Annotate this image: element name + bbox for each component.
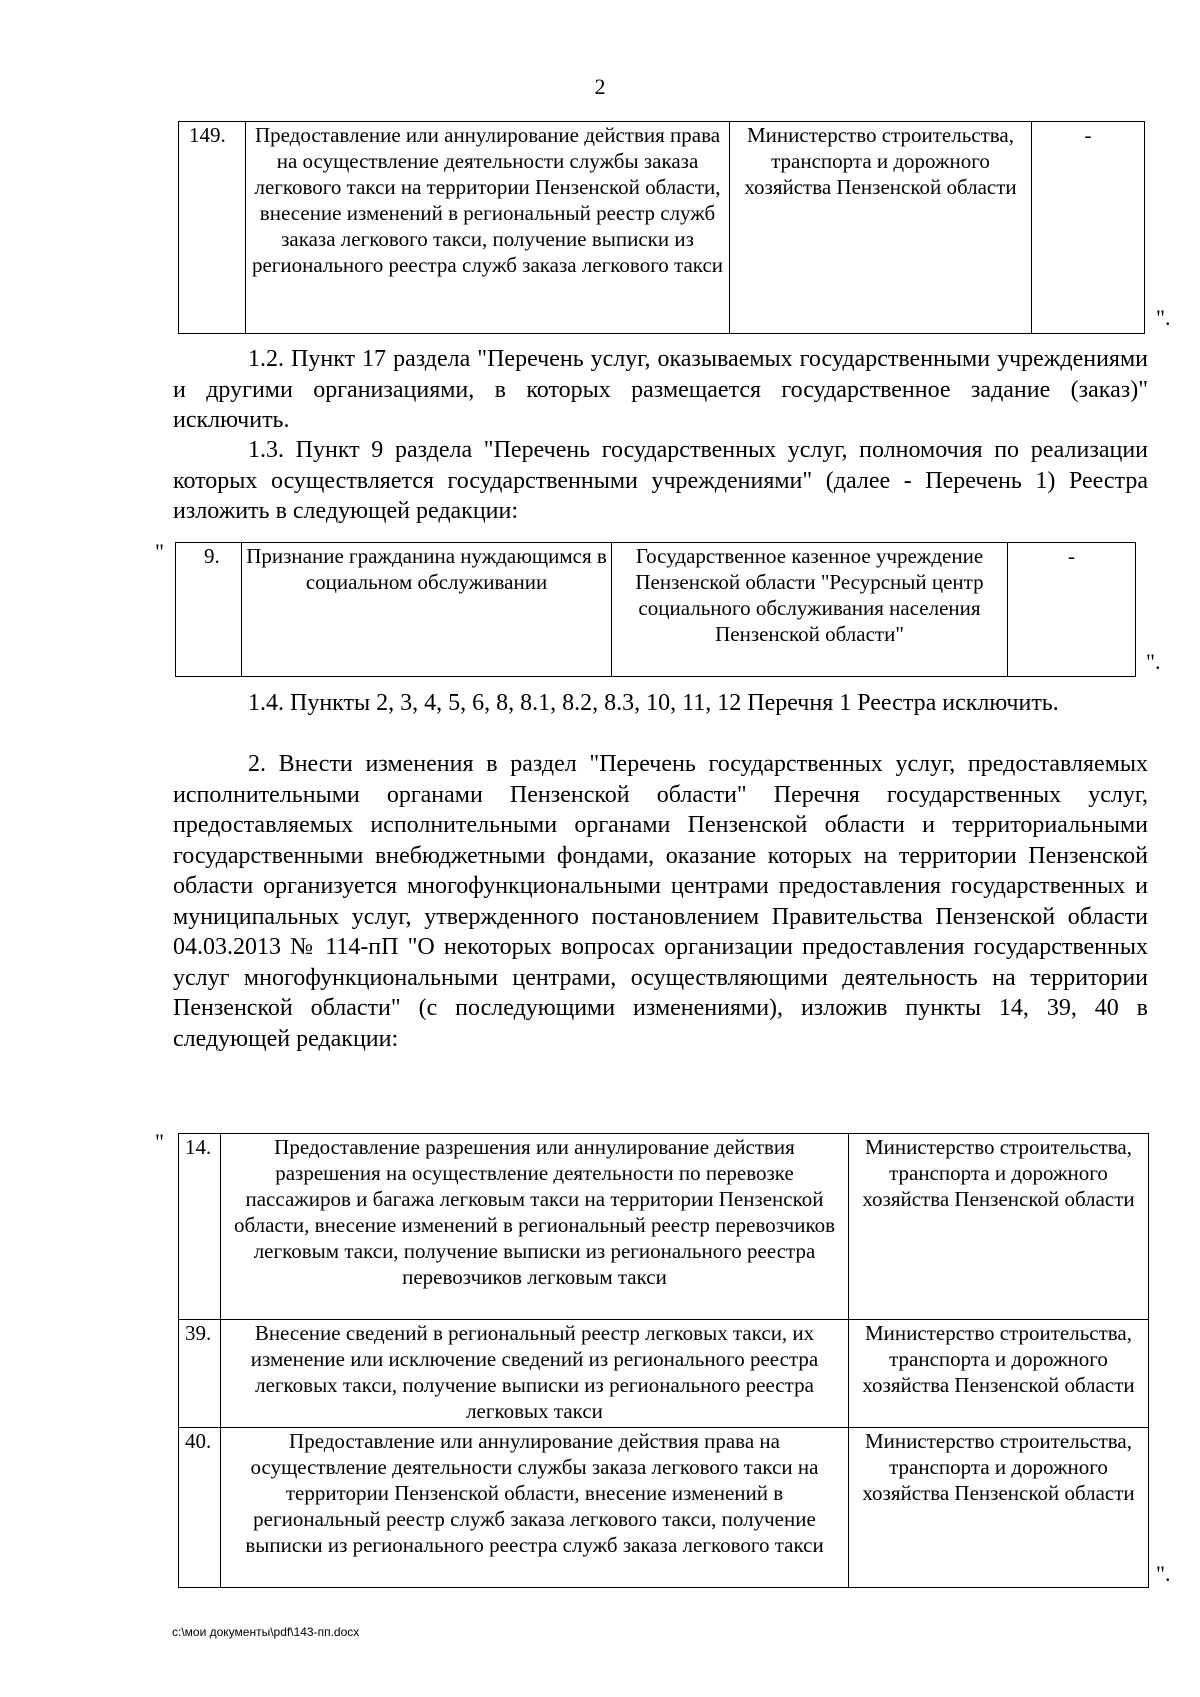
closing-quote: ".	[1146, 649, 1161, 674]
table-row	[179, 1428, 1149, 1588]
table-row	[176, 543, 1136, 677]
service-name-cell: Предоставление разрешения или аннулирование действия разрешения на осуществление деятельности по перевозке пассажиров и багажа легковым такси на территории Пензенской области, внесение изменений в региональный реестр перевозчиков легковым такси, получение выписки из регионального реестра перевозчиков легковым такси	[221, 1134, 849, 1320]
responsible-body-cell: Министерство строительства, транспорта и дорожного хозяйства Пензенской области	[849, 1320, 1149, 1428]
row-number: 14.	[179, 1134, 221, 1320]
extra-cell: -	[1008, 543, 1136, 677]
responsible-body-cell: Министерство строительства, транспорта и дорожного хозяйства Пензенской области	[849, 1134, 1149, 1320]
service-name-cell: Предоставление или аннулирование действия права на осуществление деятельности службы заказа легкового такси на территории Пензенской области, внесение изменений в региональный реестр служб заказа легкового такси, получение выписки из регионального реестра служб заказа легкового такси	[246, 122, 730, 334]
row-number: 149.	[179, 122, 246, 334]
registry-table-3	[178, 1133, 1149, 1588]
closing-quote: ".	[1156, 305, 1171, 330]
service-name-cell: Предоставление или аннулирование действия права на осуществление деятельности службы заказа легкового такси на территории Пензенской области, внесение изменений в региональный реестр служб заказа легкового такси, получение выписки из регионального реестра служб заказа легкового такси	[221, 1428, 849, 1588]
paragraph-1-3: 1.3. Пункт 9 раздела "Перечень государственных услуг, полномочия по реализации которых осуществляется государственными учреждениями" (далее - Перечень 1) Реестра изложить в следующей редакции:	[173, 437, 1148, 524]
page-number: 2	[594, 74, 606, 99]
paragraph-1-2: 1.2. Пункт 17 раздела "Перечень услуг, оказываемых государственными учреждениями и другими организациями, в которых размещается государственное задание (заказ)" исключить.	[173, 346, 1148, 433]
responsible-body-cell: Министерство строительства, транспорта и дорожного хозяйства Пензенской области	[730, 122, 1032, 334]
registry-table-2	[175, 542, 1136, 677]
service-name-cell: Признание гражданина нуждающимся в социальном обслуживании	[242, 543, 612, 677]
service-name-cell: Внесение сведений в региональный реестр легковых такси, их изменение или исключение сведений из регионального реестра легковых такси, получение выписки из регионального реестра легковых такси	[221, 1320, 849, 1428]
table-row	[179, 1134, 1149, 1320]
footer-file-path: c:\мои документы\pdf\143-пп.docx	[172, 1625, 360, 1639]
table-row	[179, 1320, 1149, 1428]
table-row	[179, 122, 1145, 334]
paragraph-2: 2. Внести изменения в раздел "Перечень государственных услуг, предоставляемых исполнительными органами Пензенской области" Перечня государственных услуг, предоставляемых исполнительными органами Пензенской области и территориальными государственными внебюджетными фондами, оказание которых на территории Пензенской области организуется многофункциональными центрами предоставления государственных и муниципальных услуг, утвержденного постановлением Правительства Пензенской области 04.03.2013 № 114-пП "О некоторых вопросах организации предоставления государственных услуг многофункциональными центрами, осуществляющими деятельность на территории Пензенской области" (с последующими изменениями), изложив пункты 14, 39, 40 в следующей редакции:	[173, 751, 1148, 1052]
row-number: 40.	[179, 1428, 221, 1588]
opening-quote: "	[155, 1129, 164, 1154]
closing-quote: ".	[1156, 1561, 1171, 1586]
extra-cell: -	[1032, 122, 1145, 334]
responsible-body-cell: Министерство строительства, транспорта и дорожного хозяйства Пензенской области	[849, 1428, 1149, 1588]
row-number: 39.	[179, 1320, 221, 1428]
opening-quote: "	[155, 539, 164, 564]
registry-table-1	[178, 121, 1145, 334]
responsible-body-cell: Государственное казенное учреждение Пензенской области "Ресурсный центр социального обслуживания населения Пензенской области"	[612, 543, 1008, 677]
row-number: 9.	[176, 543, 242, 677]
paragraph-1-4: 1.4. Пункты 2, 3, 4, 5, 6, 8, 8.1, 8.2, 8.3, 10, 11, 12 Перечня 1 Реестра исключить.	[248, 690, 1059, 716]
